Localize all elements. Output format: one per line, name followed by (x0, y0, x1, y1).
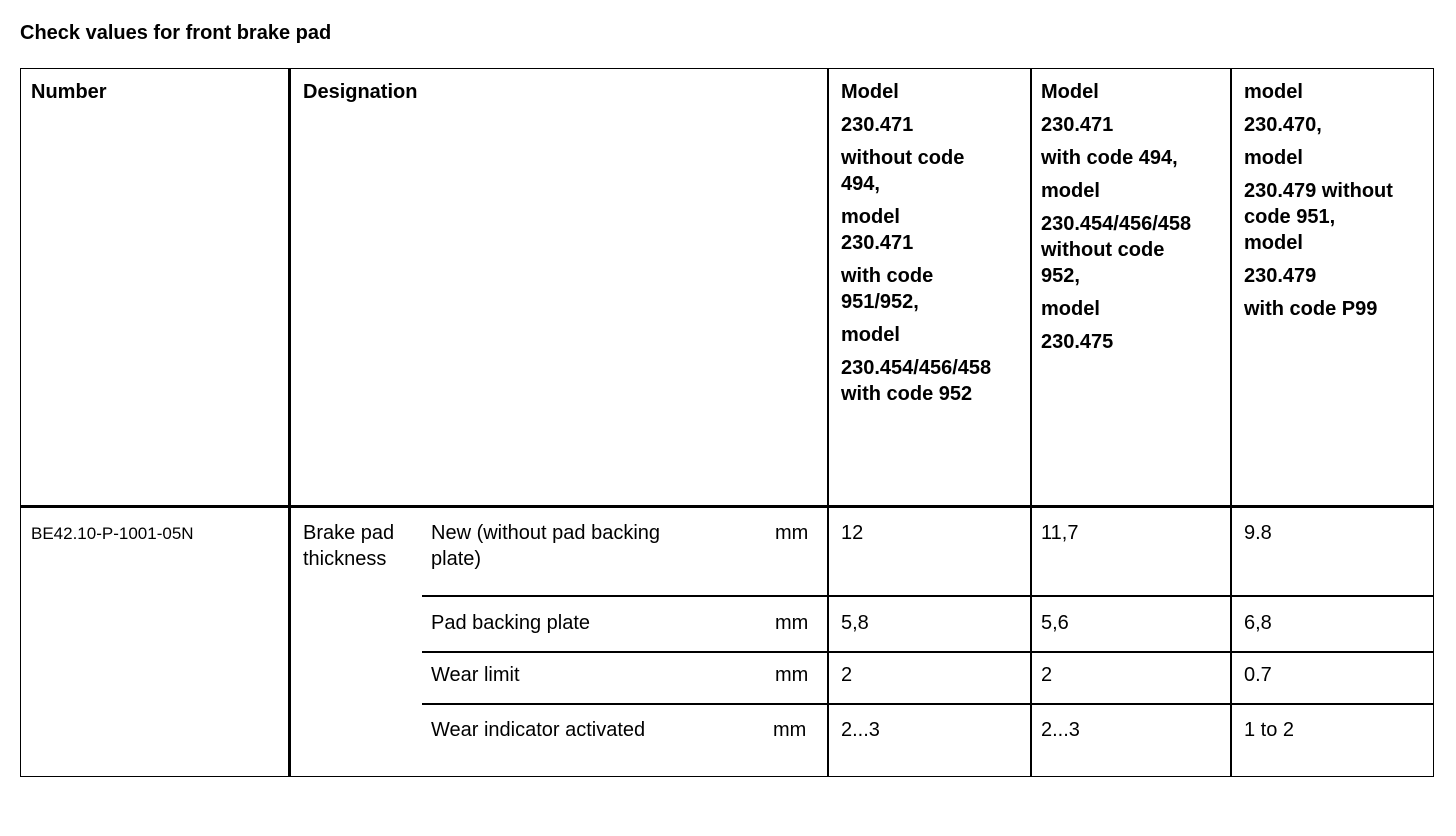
sub-row-value: 5,8 (841, 612, 869, 634)
sub-row-unit: mm (775, 612, 809, 634)
header-divider (20, 505, 1434, 508)
sub-row-unit: mm (775, 522, 809, 544)
header-model-col-3: model 230.470, model 230.479 without code 951, model 230.479 with code P99 (1244, 81, 1393, 320)
row-divider-1 (422, 595, 1434, 597)
header-model-col-2: Model 230.471 with code 494, model 230.454/456/458 without code 952, model 230.475 (1041, 81, 1192, 353)
header-number: Number (31, 81, 107, 103)
sub-row-label: Pad backing plate (431, 612, 591, 634)
sub-row-value: 1 to 2 (1244, 719, 1295, 741)
sub-row-unit: mm (775, 664, 809, 686)
sub-row-value: 2...3 (1041, 719, 1080, 741)
row-divider-2 (422, 651, 1434, 653)
col-divider-model-2 (1230, 68, 1232, 777)
sub-row-value: 2...3 (841, 719, 880, 741)
sub-row-value: 5,6 (1041, 612, 1069, 634)
sub-row-label: Wear limit (431, 664, 520, 686)
sub-row-value: 6,8 (1244, 612, 1272, 634)
row-number: BE42.10-P-1001-05N (31, 524, 194, 543)
col-divider-model-1 (1030, 68, 1032, 777)
sub-row-label: New (without pad backing plate) (431, 522, 661, 570)
col-divider-designation (827, 68, 829, 777)
header-model-col-1: Model 230.471 without code 494, model 230.471 with code 951/952, model 230.454/456/458 with code 952 (841, 81, 992, 405)
sub-row-value: 9.8 (1244, 522, 1272, 544)
page-title: Check values for front brake pad (20, 22, 332, 44)
designation-main: Brake pad thickness (303, 522, 395, 570)
sub-row-value: 11,7 (1041, 522, 1079, 544)
header-designation: Designation (303, 81, 418, 103)
sub-row-value: 2 (841, 664, 853, 686)
sub-row-value: 12 (841, 522, 864, 544)
sub-row-label: Wear indicator activated (431, 719, 646, 741)
col-divider-number (288, 68, 291, 777)
sub-row-value: 2 (1041, 664, 1053, 686)
sub-row-unit: mm (773, 719, 807, 741)
sub-row-value: 0.7 (1244, 664, 1272, 686)
row-divider-3 (422, 703, 1434, 705)
